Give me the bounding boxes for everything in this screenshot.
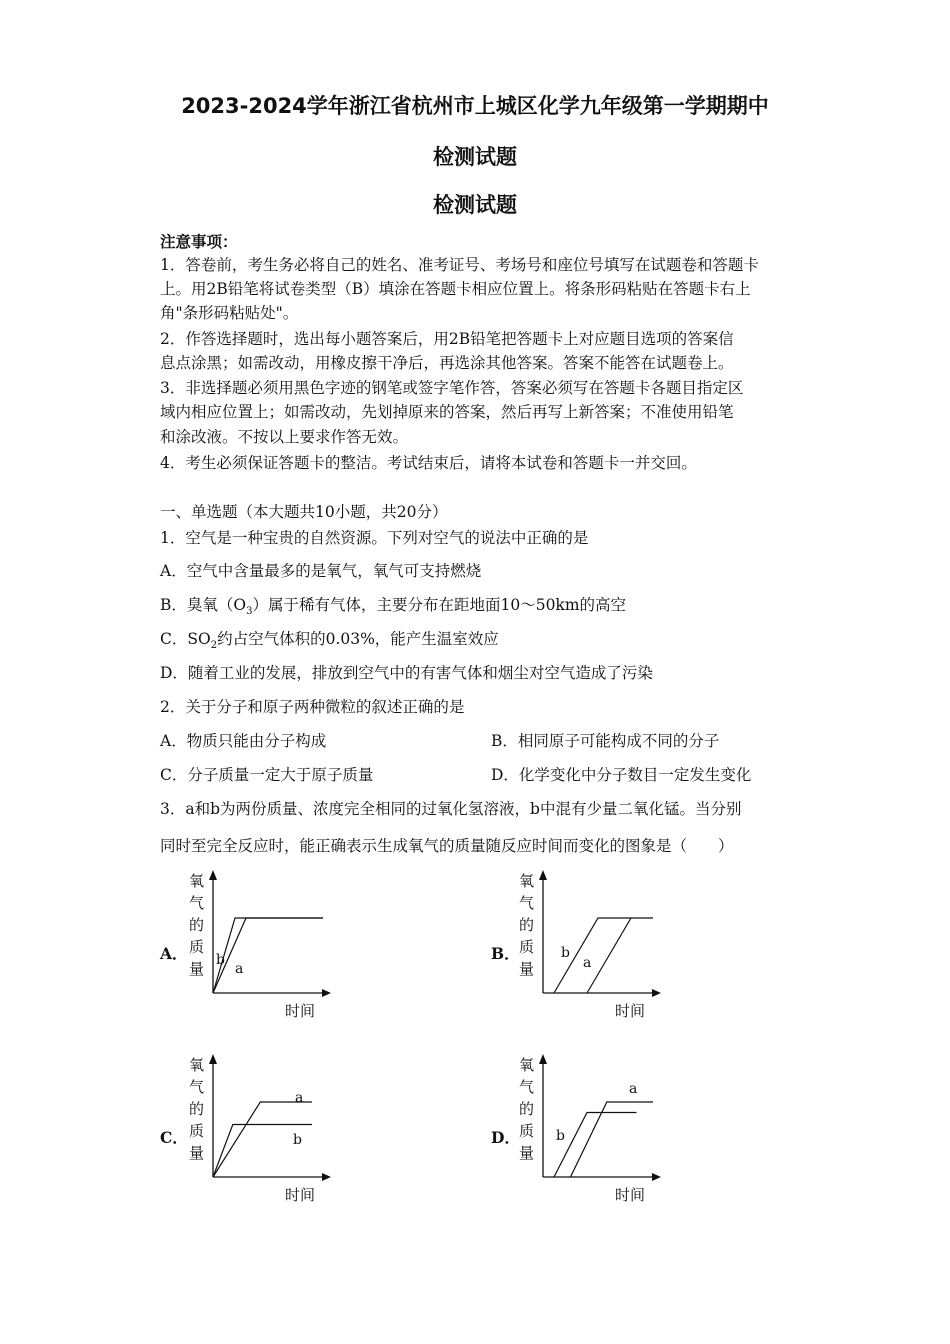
y-axis-label-char: 气	[189, 1078, 205, 1096]
graph-b-label-b: b	[561, 945, 570, 961]
graph-a-label-b: b	[216, 952, 225, 968]
graph-a	[183, 868, 343, 1027]
y-axis-label-char: 气	[519, 1078, 535, 1096]
graph-d	[513, 1052, 673, 1211]
q1-option-d: D．随着工业的发展，排放到空气中的有害气体和烟尘对空气造成了污染	[160, 664, 653, 682]
y-axis-label-char: 量	[189, 960, 205, 978]
q3-option-d-label: D．	[491, 1128, 520, 1147]
notice-line: 域内相应位置上；如需改动，先划掉原来的答案，然后再写上新答案；不准使用铅笔	[160, 403, 734, 421]
doc-title: 2023-2024学年浙江省杭州市上城区化学九年级第一学期期中	[181, 94, 769, 118]
graph-d-series-b	[554, 1113, 637, 1178]
graph-d-series-a	[571, 1102, 654, 1177]
notice-line: 1．答卷前，考生务必将自己的姓名、准考证号、考场号和座位号填写在试题卷和答题卡	[160, 256, 759, 274]
notice-line: 息点涂黑；如需改动，用橡皮擦干净后，再选涂其他答案。答案不能答在试题卷上。	[160, 354, 734, 372]
y-axis-label-char: 气	[519, 894, 535, 912]
notice-line: 上。用2B铅笔将试卷类型（B）填涂在答题卡相应位置上。将条形码粘贴在答题卡右上	[160, 280, 751, 298]
y-axis-label-char: 氧	[189, 872, 205, 890]
y-axis-label-char: 量	[189, 1144, 205, 1162]
graph-d-label-b: b	[556, 1128, 565, 1144]
x-axis-arrow	[322, 1173, 331, 1181]
graph-a-series-a	[213, 918, 323, 993]
graph-d-label-a: a	[629, 1081, 638, 1097]
notice-line: 角"条形码粘贴处"。	[160, 304, 299, 322]
x-axis-label: 时间	[615, 1186, 646, 1204]
y-axis-label-char: 质	[189, 938, 205, 956]
q1-option-c-pre: C．SO	[160, 630, 211, 648]
y-axis-label-char: 气	[189, 894, 205, 912]
notice-line: 3．非选择题必须用黑色字迹的钢笔或签字笔作答，答案必须写在答题卡各题目指定区	[160, 379, 744, 397]
q3-option-b-label: B．	[491, 944, 520, 963]
y-axis-label-char: 的	[189, 1100, 205, 1118]
q3-stem-line2: 同时至完全反应时，能正确表示生成氧气的质量随反应时间而变化的图象是（ ）	[160, 837, 734, 855]
notice-line: 和涂改液。不按以上要求作答无效。	[160, 428, 409, 446]
y-axis-arrow	[209, 1054, 217, 1064]
section-heading: 一、单选题（本大题共10小题，共20分）	[160, 503, 448, 521]
q1-option-b-pre: B．臭氧（O	[160, 596, 247, 614]
graph-c	[183, 1052, 343, 1211]
q1-option-b-sub: 3	[246, 606, 253, 618]
doc-title-line2: 检测试题	[433, 145, 517, 169]
y-axis-label-char: 质	[519, 938, 535, 956]
graph-c-label-b: b	[293, 1132, 302, 1148]
graph-b-label-a: a	[583, 955, 592, 971]
y-axis-label-char: 氧	[519, 1056, 535, 1074]
graph-b-series-a	[587, 918, 631, 993]
q1-option-b-post: ）属于稀有气体，主要分布在距地面10～50km的高空	[252, 596, 627, 614]
x-axis-label: 时间	[285, 1186, 316, 1204]
graph-a-label-a: a	[235, 961, 244, 977]
graph-b	[513, 868, 673, 1027]
x-axis-label: 时间	[615, 1002, 646, 1020]
q1-option-c-post: 约占空气体积的0.03%，能产生温室效应	[217, 630, 499, 648]
q1-stem: 1．空气是一种宝贵的自然资源。下列对空气的说法中正确的是	[160, 529, 589, 547]
q3-option-a-label: A．	[160, 944, 188, 963]
q2-option-d: D．化学变化中分子数目一定发生变化	[491, 766, 752, 784]
q2-option-a: A．物质只能由分子构成	[160, 732, 327, 750]
y-axis-label-char: 质	[519, 1122, 535, 1140]
q3-stem: 3．a和b为两份质量、浓度完全相同的过氧化氢溶液，b中混有少量二氧化锰。当分别	[160, 800, 742, 818]
q1-option-b	[160, 593, 626, 617]
y-axis-arrow	[539, 1054, 547, 1064]
y-axis-label-char: 氧	[189, 1056, 205, 1074]
y-axis-label-char: 的	[519, 1100, 535, 1118]
x-axis-arrow	[652, 989, 661, 997]
y-axis-arrow	[539, 870, 547, 880]
notice-heading: 注意事项：	[160, 232, 238, 251]
y-axis-label-char: 量	[519, 960, 535, 978]
notice-line: 2．作答选择题时，选出每小题答案后，用2B铅笔把答题卡上对应题目选项的答案信	[160, 330, 734, 348]
q1-option-c-sub: 2	[210, 640, 218, 652]
q3-option-c-label: C．	[160, 1128, 188, 1147]
y-axis-label-char: 氧	[519, 872, 535, 890]
q2-option-c: C．分子质量一定大于原子质量	[160, 766, 374, 784]
notice-line: 4．考生必须保证答题卡的整洁。考试结束后，请将本试卷和答题卡一并交回。	[160, 454, 697, 472]
q2-option-b: B．相同原子可能构成不同的分子	[491, 732, 720, 750]
y-axis-label-char: 量	[519, 1144, 535, 1162]
q1-option-a: A．空气中含量最多的是氧气，氧气可支持燃烧	[160, 562, 482, 580]
y-axis-label-char: 的	[189, 916, 205, 934]
doc-subtitle: 检测试题	[433, 193, 517, 217]
q2-stem: 2．关于分子和原子两种微粒的叙述正确的是	[160, 698, 465, 716]
y-axis-label-char: 质	[189, 1122, 205, 1140]
y-axis-label-char: 的	[519, 916, 535, 934]
graph-c-label-a: a	[295, 1090, 304, 1106]
x-axis-arrow	[322, 989, 331, 997]
q1-option-c	[160, 627, 499, 651]
x-axis-arrow	[652, 1173, 661, 1181]
x-axis-label: 时间	[285, 1002, 316, 1020]
y-axis-arrow	[209, 870, 217, 880]
